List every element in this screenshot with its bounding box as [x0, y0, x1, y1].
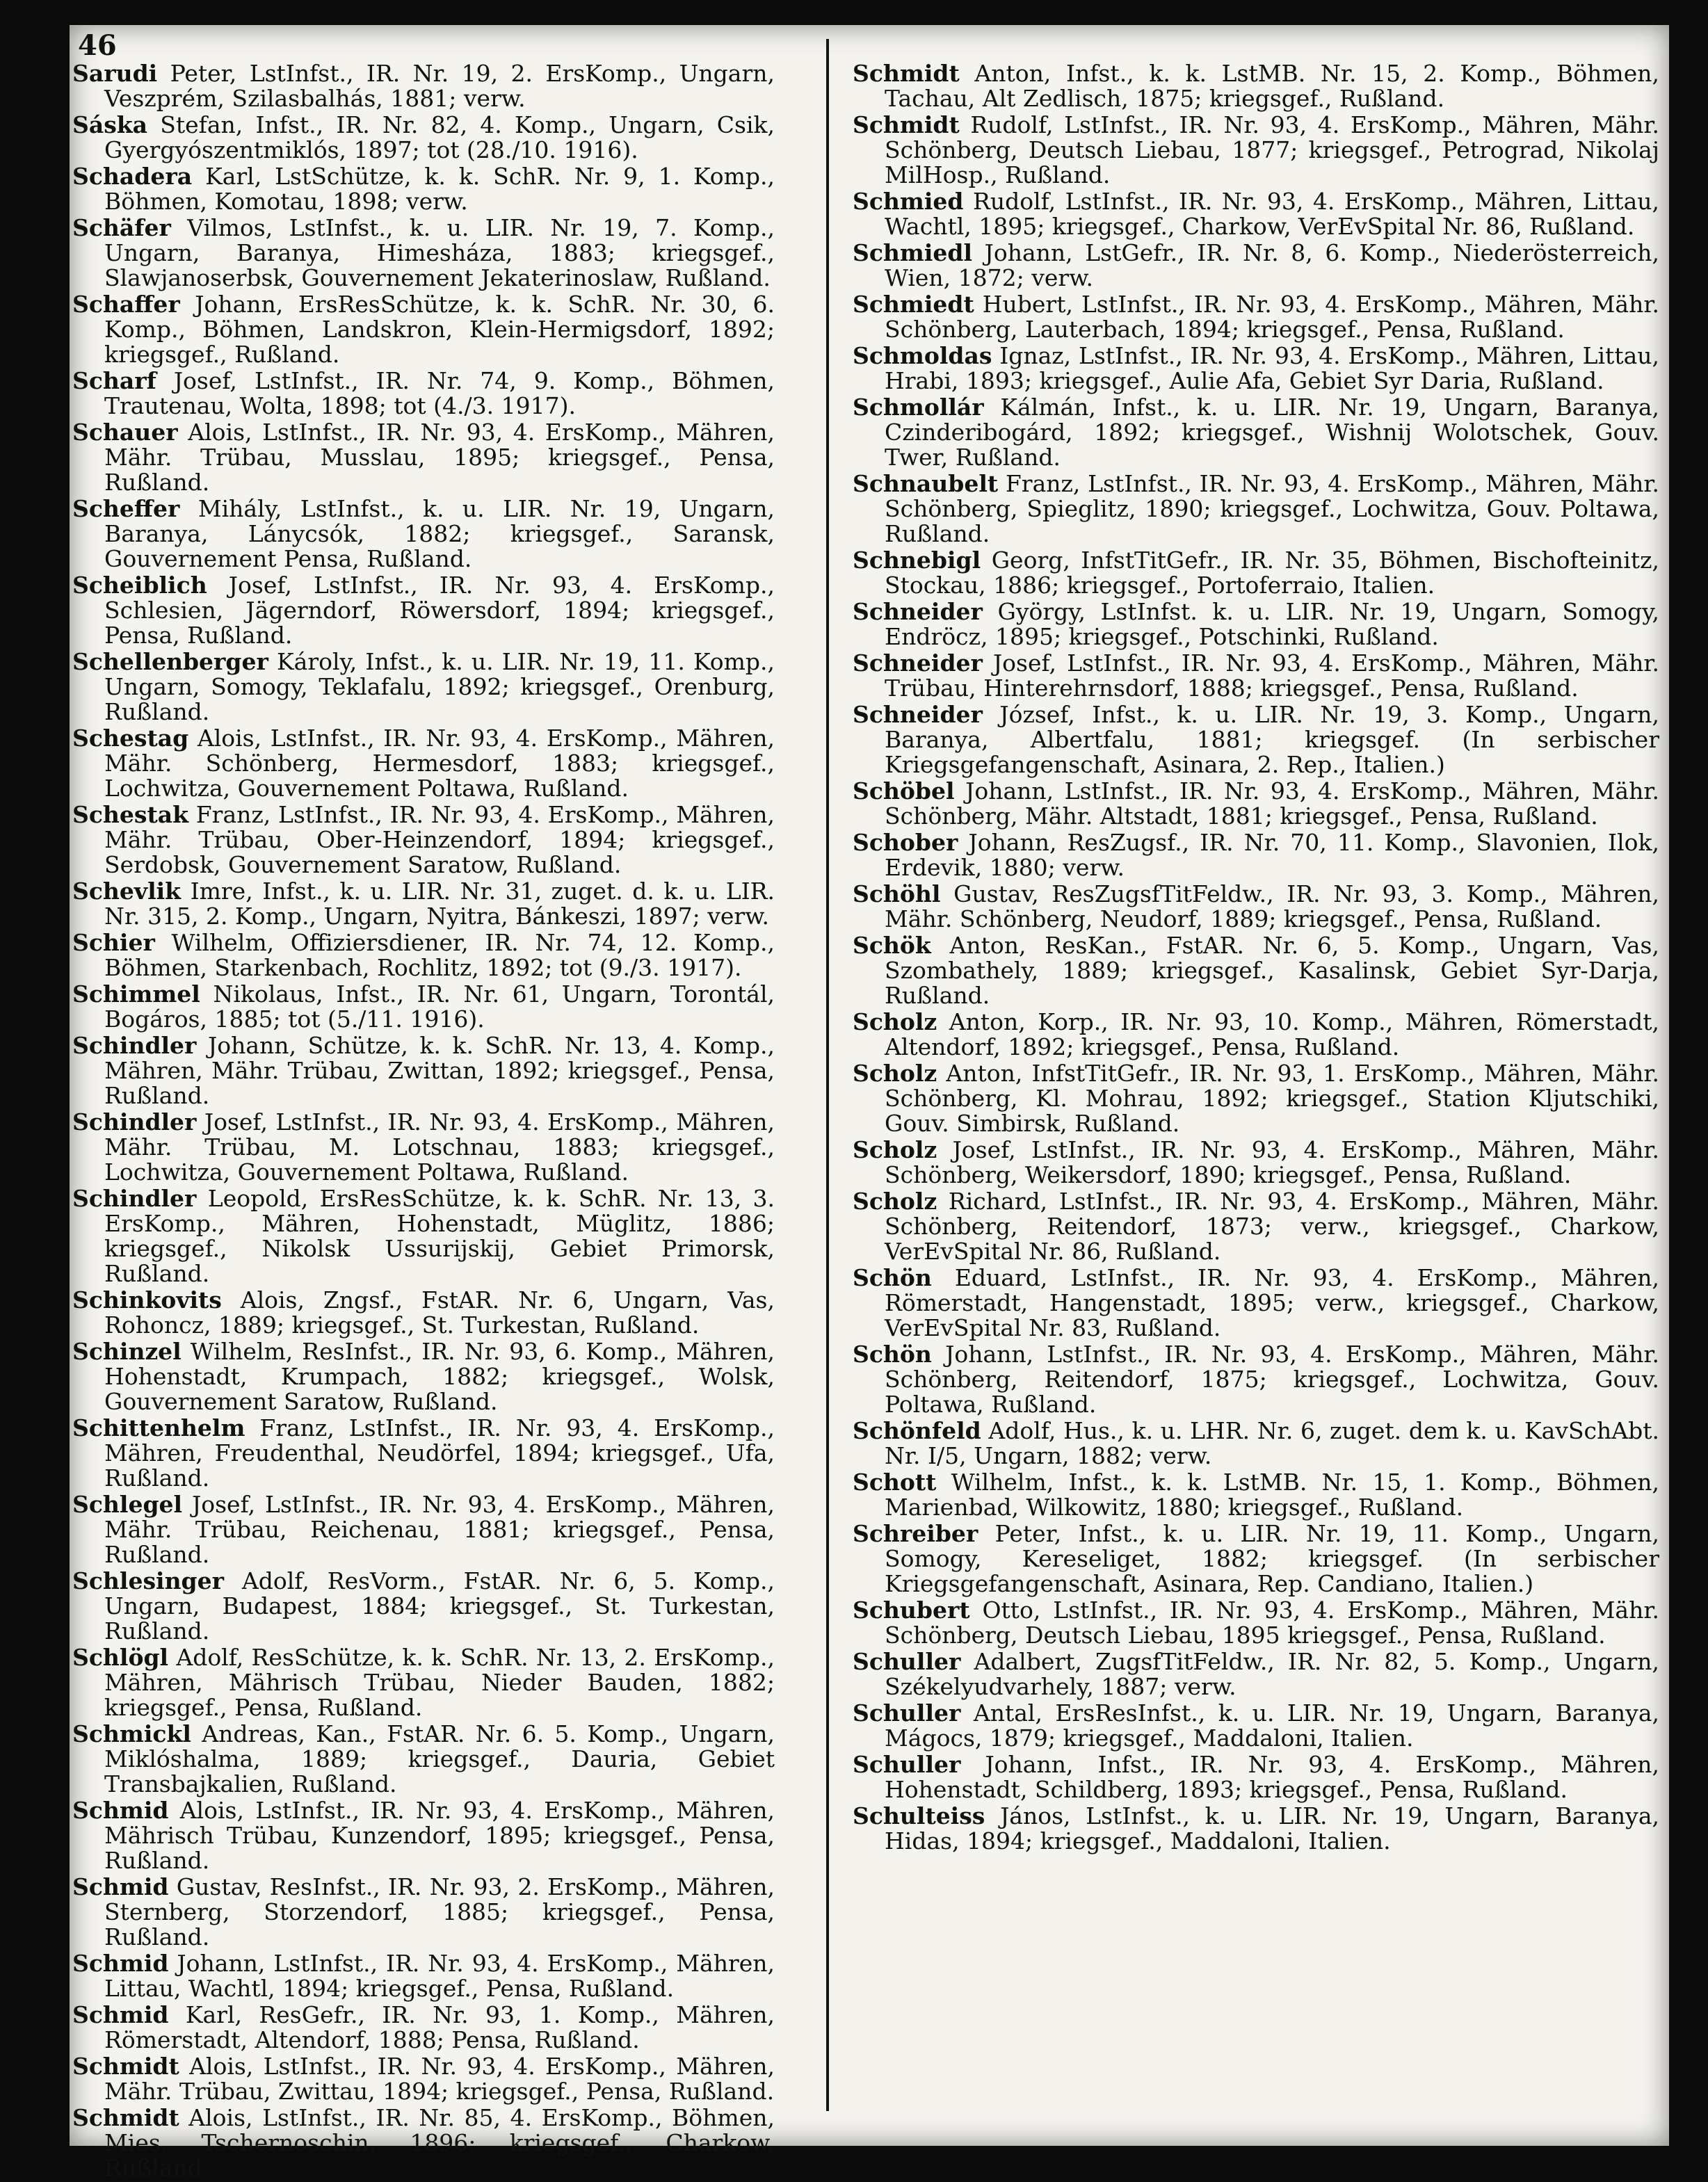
list-entry [853, 651, 1659, 701]
entry-details: Anton, Infst., k. k. LstMB. Nr. 15, 2. Komp., Böhmen, Tachau, Alt Zedlisch, 1875; kriegsgef., Rußland. [885, 60, 1659, 112]
entry-surname: Schmiedt [853, 291, 974, 318]
list-entry [853, 1189, 1659, 1264]
entry-surname: Scheffer [72, 495, 180, 522]
entry-details: Adolf, ResVorm., FstAR. Nr. 6, 5. Komp., Ungarn, Budapest, 1884; kriegsgef., St. Turkestan, Rußland. [104, 1567, 775, 1644]
list-entry [853, 1752, 1659, 1802]
list-entry [853, 1598, 1659, 1648]
entry-details: Károly, Infst., k. u. LIR. Nr. 19, 11. Komp., Ungarn, Somogy, Teklafalu, 1892; kriegsgef., Orenburg, Rußland. [104, 648, 775, 725]
entry-details: Wilhelm, ResInfst., IR. Nr. 93, 6. Komp., Mähren, Hohenstadt, Krumpach, 1882; kriegsgef., Wolsk, Gouvernement Saratow, Rußland. [104, 1338, 775, 1415]
list-entry [72, 420, 775, 495]
entry-details: Wilhelm, Offiziersdiener, IR. Nr. 74, 12. Komp., Böhmen, Starkenbach, Rochlitz, 1892; tot (9./3. 1917). [104, 929, 775, 981]
entry-details: Anton, ResKan., FstAR. Nr. 6, 5. Komp., Ungarn, Vas, Szombathely, 1889; kriegsgef., Kasalinsk, Gebiet Syr-Darja, Rußland. [885, 932, 1659, 1009]
entry-surname: Schestak [72, 801, 188, 828]
entry-surname: Sáska [72, 111, 148, 138]
entry-details: Antal, ErsResInfst., k. u. LIR. Nr. 19, Ungarn, Baranya, Mágocs, 1879; kriegsgef., Maddaloni, Italien. [885, 1699, 1659, 1752]
entry-details: Alois, LstInfst., IR. Nr. 93, 4. ErsKomp., Mähren, Mähr. Trübau, Musslau, 1895; kriegsgef., Pensa, Rußland. [104, 419, 775, 496]
entry-surname: Schott [853, 1469, 937, 1496]
entry-details: Alois, LstInfst., IR. Nr. 93, 4. ErsKomp., Mähren, Mähr. Trübau, Zwittau, 1894; kriegsgef., Pensa, Rußland. [104, 2053, 775, 2105]
entry-surname: Schindler [72, 1108, 197, 1136]
list-entry [853, 113, 1659, 188]
entry-details: Ignaz, LstInfst., IR. Nr. 93, 4. ErsKomp., Mähren, Littau, Hrabi, 1893; kriegsgef., Aulie Afa, Gebiet Syr Daria, Rußland. [885, 342, 1659, 394]
list-entry [72, 113, 775, 163]
entry-details: Georg, InfstTitGefr., IR. Nr. 35, Böhmen, Bischofteinitz, Stockau, 1886; kriegsgef., Portoferraio, Italien. [885, 547, 1659, 599]
entry-details: Josef, LstInfst., IR. Nr. 93, 4. ErsKomp., Mähren, Mähr. Trübau, Reichenau, 1881; kriegsgef., Pensa, Rußland. [104, 1491, 775, 1568]
list-entry [853, 344, 1659, 394]
list-entry [853, 1419, 1659, 1469]
list-entry [72, 1645, 775, 1720]
entry-details: Franz, LstInfst., IR. Nr. 93, 4. ErsKomp., Mähren, Freudenthal, Neudörfel, 1894; kriegsgef., Ufa, Rußland. [104, 1414, 775, 1492]
list-entry [853, 882, 1659, 932]
list-entry [853, 395, 1659, 470]
list-entry [853, 1649, 1659, 1699]
entry-surname: Schindler [72, 1185, 197, 1212]
list-entry [853, 1804, 1659, 1854]
entry-details: Peter, LstInfst., IR. Nr. 19, 2. ErsKomp., Ungarn, Veszprém, Szilasbalhás, 1881; verw. [104, 60, 775, 112]
entry-surname: Schöhl [853, 880, 941, 907]
entry-details: Alois, LstInfst., IR. Nr. 93, 4. ErsKomp., Mähren, Mährisch Trübau, Kunzendorf, 1895; kriegsgef., Pensa, Rußland. [104, 1797, 775, 1874]
entry-surname: Schön [853, 1341, 932, 1368]
entry-surname: Schestag [72, 725, 189, 752]
list-entry [72, 1416, 775, 1491]
entry-details: Leopold, ErsResSchütze, k. k. SchR. Nr. 13, 3. ErsKomp., Mähren, Hohenstadt, Müglitz, 1886; kriegsgef., Nikolsk Ussurijskij, Gebiet Primorsk, Rußland. [104, 1185, 775, 1287]
entry-surname: Schinkovits [72, 1286, 222, 1314]
list-entry [72, 573, 775, 648]
entry-details: Rudolf, LstInfst., IR. Nr. 93, 4. ErsKomp., Mähren, Mähr. Schönberg, Deutsch Liebau, 1877; kriegsgef., Petrograd, Nikolaj MilHosp., Rußland. [885, 111, 1659, 188]
entry-details: Alois, LstInfst., IR. Nr. 93, 4. ErsKomp., Mähren, Mähr. Schönberg, Hermesdorf, 1883; kriegsgef., Lochwitza, Gouvernement Poltawa, Rußland. [104, 725, 775, 802]
entry-details: Karl, LstSchütze, k. k. SchR. Nr. 9, 1. Komp., Böhmen, Komotau, 1898; verw. [104, 163, 775, 215]
entry-details: Josef, LstInfst., IR. Nr. 93, 4. ErsKomp., Mähren, Mähr. Schönberg, Weikersdorf, 1890; kriegsgef., Pensa, Rußland. [885, 1136, 1659, 1188]
entry-details: Josef, LstInfst., IR. Nr. 74, 9. Komp., Böhmen, Trautenau, Wolta, 1898; tot (4./3. 1917). [104, 367, 775, 419]
entry-details: Otto, LstInfst., IR. Nr. 93, 4. ErsKomp., Mähren, Mähr. Schönberg, Deutsch Liebau, 1895 kriegsgef., Pensa, Rußland. [885, 1597, 1659, 1649]
entry-surname: Scholz [853, 1188, 937, 1215]
list-entry [72, 496, 775, 572]
list-entry [853, 933, 1659, 1008]
entry-details: Johann, LstInfst., IR. Nr. 93, 4. ErsKomp., Mähren, Littau, Wachtl, 1894; kriegsgef., Pensa, Rußland. [104, 1950, 775, 2002]
entry-surname: Schlegel [72, 1491, 183, 1518]
entry-surname: Schober [853, 829, 958, 856]
entry-details: Josef, LstInfst., IR. Nr. 93, 4. ErsKomp., Schlesien, Jägerndorf, Röwersdorf, 1894; kriegsgef., Pensa, Rußland. [104, 572, 775, 649]
entry-surname: Schlesinger [72, 1567, 225, 1594]
document-page [70, 25, 1669, 2181]
entry-surname: Schmoldas [853, 342, 992, 369]
entry-surname: Schmollár [853, 394, 984, 421]
entry-surname: Schmiedl [853, 239, 972, 266]
list-entry [72, 1569, 775, 1644]
list-entry [72, 164, 775, 214]
entry-details: Johann, LstInfst., IR. Nr. 93, 4. ErsKomp., Mähren, Mähr. Schönberg, Reitendorf, 1875; kriegsgef., Lochwitza, Gouv. Poltawa, Rußland. [885, 1341, 1659, 1418]
list-entry [853, 548, 1659, 598]
entry-details: Gustav, ResInfst., IR. Nr. 93, 2. ErsKomp., Mähren, Sternberg, Storzendorf, 1885; kriegsgef., Pensa, Rußland. [104, 1873, 775, 1950]
list-entry [853, 1521, 1659, 1597]
list-entry [853, 292, 1659, 342]
list-entry [72, 1722, 775, 1797]
entry-surname: Schmidt [853, 60, 960, 87]
list-entry [72, 1339, 775, 1414]
entry-details: Rudolf, LstInfst., IR. Nr. 93, 4. ErsKomp., Mähren, Littau, Wachtl, 1895; kriegsgef., Charkow, VerEvSpital Nr. 86, Rußland. [885, 188, 1659, 240]
list-entry [72, 2003, 775, 2053]
list-entry [853, 1342, 1659, 1417]
entry-surname: Schulteiss [853, 1802, 985, 1829]
list-entry [853, 1010, 1659, 1060]
entry-surname: Schlögl [72, 1644, 169, 1671]
list-entry [72, 982, 775, 1032]
list-entry [853, 241, 1659, 291]
list-entry [72, 1798, 775, 1873]
list-entry [72, 726, 775, 801]
entry-details: Johann, ResZugsf., IR. Nr. 70, 11. Komp., Slavonien, Ilok, Erdevik, 1880; verw. [885, 829, 1659, 881]
entry-surname: Schaffer [72, 291, 180, 318]
entry-surname: Schier [72, 929, 155, 956]
entry-surname: Schauer [72, 419, 178, 446]
list-entry [72, 1951, 775, 2001]
entry-surname: Schellenberger [72, 648, 268, 675]
entry-surname: Schreiber [853, 1520, 978, 1547]
list-entry [72, 879, 775, 929]
entry-details: Josef, LstInfst., IR. Nr. 93, 4. ErsKomp., Mähren, Mähr. Trübau, Hinterehrnsdorf, 1888; kriegsgef., Pensa, Rußland. [885, 649, 1659, 702]
list-entry [72, 2106, 775, 2181]
entry-details: Anton, Korp., IR. Nr. 93, 10. Komp., Mähren, Römerstadt, Altendorf, 1892; kriegsgef., Pensa, Rußland. [885, 1008, 1659, 1060]
list-entry [853, 1266, 1659, 1341]
entry-surname: Schindler [72, 1032, 197, 1059]
entry-surname: Schimmel [72, 980, 200, 1008]
entry-surname: Schneider [853, 649, 983, 677]
list-entry [853, 1138, 1659, 1188]
entry-surname: Schnaubelt [853, 470, 999, 497]
entry-surname: Schmickl [72, 1720, 191, 1747]
entry-surname: Schuller [853, 1648, 961, 1675]
entry-details: Hubert, LstInfst., IR. Nr. 93, 4. ErsKomp., Mähren, Mähr. Schönberg, Lauterbach, 1894; kriegsgef., Pensa, Rußland. [885, 291, 1659, 343]
list-entry [853, 189, 1659, 239]
entry-details: Imre, Infst., k. u. LIR. Nr. 31, zuget. d. k. u. LIR. Nr. 315, 2. Komp., Ungarn, Nyitra, Bánkeszi, 1897; verw. [104, 878, 775, 930]
entry-details: György, LstInfst. k. u. LIR. Nr. 19, Ungarn, Somogy, Endröcz, 1895; kriegsgef., Potschinki, Rußland. [885, 598, 1659, 650]
entry-surname: Schmid [72, 2001, 169, 2028]
entry-surname: Schäfer [72, 214, 171, 241]
list-entry [72, 2054, 775, 2104]
list-entry [853, 599, 1659, 649]
entry-surname: Schmidt [853, 111, 960, 138]
list-entry [853, 702, 1659, 777]
list-entry [72, 216, 775, 291]
entry-surname: Schnebigl [853, 547, 981, 574]
list-entry [853, 1701, 1659, 1751]
entry-surname: Schök [853, 932, 931, 959]
list-entry [72, 292, 775, 367]
entry-details: Alois, Zngsf., FstAR. Nr. 6, Ungarn, Vas, Rohoncz, 1889; kriegsgef., St. Turkestan, Rußland. [104, 1286, 775, 1339]
entry-details: Vilmos, LstInfst., k. u. LIR. Nr. 19, 7. Komp., Ungarn, Baranya, Himesháza, 1883; kriegsgef., Slawjanoserbsk, Gouvernement Jekaterinoslaw, Rußland. [104, 214, 775, 291]
entry-details: Johann, ErsResSchütze, k. k. SchR. Nr. 30, 6. Komp., Böhmen, Landskron, Klein-Hermigsdorf, 1892; kriegsgef., Rußland. [104, 291, 775, 368]
entry-surname: Schmid [72, 1950, 169, 1977]
page-number: 46 [78, 29, 117, 62]
entry-details: Franz, LstInfst., IR. Nr. 93, 4. ErsKomp., Mähren, Mähr. Schönberg, Spieglitz, 1890; kriegsgef., Lochwitza, Gouv. Poltawa, Rußland. [885, 470, 1659, 547]
entry-surname: Schadera [72, 163, 193, 190]
entry-surname: Schneider [853, 598, 983, 625]
list-entry [853, 779, 1659, 829]
entry-details: Adolf, Hus., k. u. LHR. Nr. 6, zuget. dem k. u. KavSchAbt. Nr. I/5, Ungarn, 1882; verw. [885, 1417, 1659, 1469]
list-entry [72, 1288, 775, 1338]
list-entry [853, 1470, 1659, 1520]
list-entry [72, 1186, 775, 1286]
list-entry [72, 1110, 775, 1185]
entry-surname: Schuller [853, 1751, 961, 1778]
left-column [72, 61, 775, 2182]
list-entry [72, 802, 775, 878]
entry-details: János, LstInfst., k. u. LIR. Nr. 19, Ungarn, Baranya, Hidas, 1894; kriegsgef., Maddaloni, Italien. [885, 1802, 1659, 1854]
list-entry [72, 1033, 775, 1108]
list-entry [853, 61, 1659, 111]
entry-surname: Scharf [72, 367, 156, 394]
entry-surname: Schmidt [72, 2104, 179, 2131]
entry-details: Adolf, ResSchütze, k. k. SchR. Nr. 13, 2. ErsKomp., Mähren, Mährisch Trübau, Nieder Bauden, 1882; kriegsgef., Pensa, Rußland. [104, 1644, 775, 1721]
entry-surname: Schubert [853, 1597, 970, 1624]
list-entry [853, 1061, 1659, 1136]
list-entry [72, 61, 775, 111]
list-entry [72, 649, 775, 725]
entry-details: József, Infst., k. u. LIR. Nr. 19, 3. Komp., Ungarn, Baranya, Albertfalu, 1881; kriegsgef. (In serbischer Kriegsgefangenschaft, Asinara, 2. Rep., Italien.) [885, 701, 1659, 778]
entry-surname: Schittenhelm [72, 1414, 245, 1441]
entry-details: Mihály, LstInfst., k. u. LIR. Nr. 19, Ungarn, Baranya, Lánycsók, 1882; kriegsgef., Saransk, Gouvernement Pensa, Rußland. [104, 495, 775, 572]
entry-details: Alois, LstInfst., IR. Nr. 85, 4. ErsKomp., Böhmen, Mies, Tschernoschin, 1896; kriegsgef., Charkow, Rußland. [104, 2104, 775, 2181]
entry-surname: Scholz [853, 1008, 937, 1035]
entry-details: Gustav, ResZugsfTitFeldw., IR. Nr. 93, 3. Komp., Mähren, Mähr. Schönberg, Neudorf, 1889; kriegsgef., Pensa, Rußland. [885, 880, 1659, 932]
entry-surname: Schön [853, 1264, 932, 1291]
entry-surname: Schuller [853, 1699, 961, 1727]
entry-surname: Schmidt [72, 2053, 179, 2080]
list-entry [853, 471, 1659, 547]
entry-details: Johann, Schütze, k. k. SchR. Nr. 13, 4. Komp., Mähren, Mähr. Trübau, Zwittan, 1892; kriegsgef., Pensa, Rußland. [104, 1032, 775, 1109]
entry-details: Adalbert, ZugsfTitFeldw., IR. Nr. 82, 5. Komp., Ungarn, Székelyudvarhely, 1887; verw. [885, 1648, 1659, 1700]
entry-details: Nikolaus, Infst., IR. Nr. 61, Ungarn, Torontál, Bogáros, 1885; tot (5./11. 1916). [104, 980, 775, 1033]
column-divider [826, 39, 829, 2111]
entry-surname: Schmid [72, 1797, 169, 1824]
entry-details: Josef, LstInfst., IR. Nr. 93, 4. ErsKomp., Mähren, Mähr. Trübau, M. Lotschnau, 1883; kriegsgef., Lochwitza, Gouvernement Poltawa, Rußland. [104, 1108, 775, 1186]
entry-details: Kálmán, Infst., k. u. LIR. Nr. 19, Ungarn, Baranya, Czinderibogárd, 1892; kriegsgef., Wishnij Wolotschek, Gouv. Twer, Rußland. [885, 394, 1659, 471]
entry-details: Johann, LstGefr., IR. Nr. 8, 6. Komp., Niederösterreich, Wien, 1872; verw. [885, 239, 1659, 291]
entry-surname: Schmid [72, 1873, 169, 1900]
entry-surname: Schevlik [72, 878, 182, 905]
entry-details: Anton, InfstTitGefr., IR. Nr. 93, 1. ErsKomp., Mähren, Mähr. Schönberg, Kl. Mohrau, 1892; kriegsgef., Station Kljutschiki, Gouv. Simbirsk, Rußland. [885, 1060, 1659, 1137]
list-entry [853, 830, 1659, 880]
entry-details: Wilhelm, Infst., k. k. LstMB. Nr. 15, 1. Komp., Böhmen, Marienbad, Wilkowitz, 1880; kriegsgef., Rußland. [885, 1469, 1659, 1521]
entry-details: Franz, LstInfst., IR. Nr. 93, 4. ErsKomp., Mähren, Mähr. Trübau, Ober-Heinzendorf, 1894; kriegsgef., Serdobsk, Gouvernement Saratow, Rußland. [104, 801, 775, 878]
entry-details: Johann, Infst., IR. Nr. 93, 4. ErsKomp., Mähren, Hohenstadt, Schildberg, 1893; kriegsgef., Pensa, Rußland. [885, 1751, 1659, 1803]
entry-surname: Schmied [853, 188, 964, 215]
entry-details: Johann, LstInfst., IR. Nr. 93, 4. ErsKomp., Mähren, Mähr. Schönberg, Mähr. Altstadt, 1881; kriegsgef., Pensa, Rußland. [885, 777, 1659, 830]
entry-details: Peter, Infst., k. u. LIR. Nr. 19, 11. Komp., Ungarn, Somogy, Kereseliget, 1882; kriegsgef. (In serbischer Kriegsgefangenschaft, Asinara, Rep. Candiano, Italien.) [885, 1520, 1659, 1597]
list-entry [72, 930, 775, 980]
entry-surname: Scholz [853, 1136, 937, 1163]
entry-details: Andreas, Kan., FstAR. Nr. 6. 5. Komp., Ungarn, Miklóshalma, 1889; kriegsgef., Dauria, Gebiet Transbajkalien, Rußland. [104, 1720, 775, 1797]
list-entry [72, 1875, 775, 1950]
list-entry [72, 1492, 775, 1567]
entry-surname: Sarudi [72, 60, 158, 87]
entry-details: Stefan, Infst., IR. Nr. 82, 4. Komp., Ungarn, Csik, Gyergyószentmiklós, 1897; tot (28./10. 1916). [104, 111, 775, 163]
entry-details: Eduard, LstInfst., IR. Nr. 93, 4. ErsKomp., Mähren, Römerstadt, Hangenstadt, 1895; verw., kriegsgef., Charkow, VerEvSpital Nr. 83, Rußland. [885, 1264, 1659, 1341]
entry-surname: Scheiblich [72, 572, 207, 599]
list-entry [72, 369, 775, 419]
entry-surname: Schöbel [853, 777, 955, 805]
entry-surname: Schinzel [72, 1338, 182, 1365]
entry-details: Karl, ResGefr., IR. Nr. 93, 1. Komp., Mähren, Römerstadt, Altendorf, 1888; Pensa, Rußland. [104, 2001, 775, 2053]
entry-details: Richard, LstInfst., IR. Nr. 93, 4. ErsKomp., Mähren, Mähr. Schönberg, Reitendorf, 1873; verw., kriegsgef., Charkow, VerEvSpital Nr. 86, Rußland. [885, 1188, 1659, 1265]
entry-surname: Scholz [853, 1060, 937, 1087]
entry-surname: Schönfeld [853, 1417, 981, 1444]
right-column [853, 61, 1659, 1855]
entry-surname: Schneider [853, 701, 983, 728]
